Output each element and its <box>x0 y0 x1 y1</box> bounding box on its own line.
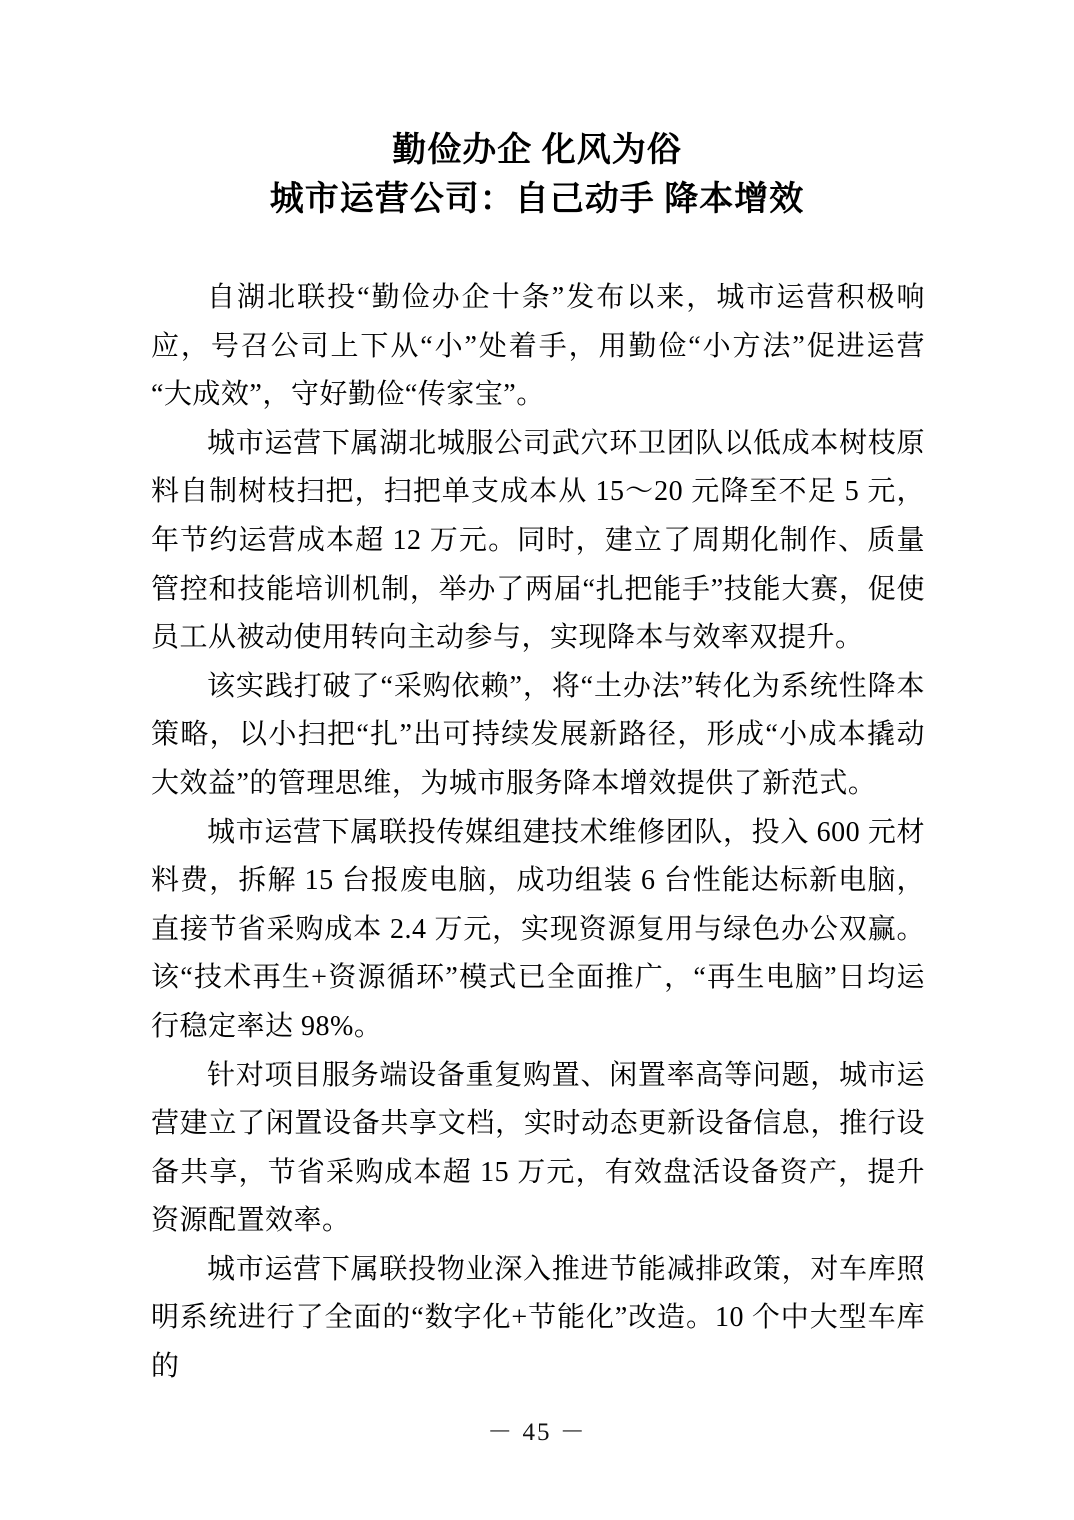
paragraph-6: 城市运营下属联投物业深入推进节能减排政策，对车库照明系统进行了全面的“数字化+节能化”改造。10 个中大型车库的 <box>151 1253 925 1383</box>
page-number: － 45 － <box>487 1419 587 1446</box>
paragraph-3: 该实践打破了“采购依赖”，将“土办法”转化为系统性降本策略，以小扫把“扎”出可持续发展新路径，形成“小成本撬动大效益”的管理思维，为城市服务降本增效提供了新范式。 <box>151 670 925 799</box>
document-title-line-2: 城市运营公司：自己动手 降本增效 <box>269 181 805 218</box>
paragraph-1: 自湖北联投“勤俭办企十条”发布以来，城市运营积极响应，号召公司上下从“小”处着手，用勤俭“小方法”促进运营“大成效”，守好勤俭“传家宝”。 <box>151 282 925 411</box>
paragraph-2: 城市运营下属湖北城服公司武穴环卫团队以低成本树枝原料自制树枝扫把，扫把单支成本从 15～20 元降至不足 5 元，年节约运营成本超 12 万元。同时，建立了周期化制作、质量管控和技能培训机制，举办了两届“扎把能手”技能大赛，促使员工从被动使用转向主动参与，实现降本与效率双提升。 <box>151 427 925 654</box>
paragraph-4: 城市运营下属联投传媒组建技术维修团队，投入 600 元材料费，拆解 15 台报废电脑，成功组装 6 台性能达标新电脑，直接节省采购成本 2.4 万元，实现资源复用与绿色办公双赢。该“技术再生+资源循环”模式已全面推广，“再生电脑”日均运行稳定率达 98%。 <box>151 816 925 1042</box>
document-title <box>0 0 1074 224</box>
document-title-line-1: 勤俭办企 化风为俗 <box>392 132 682 169</box>
document-body <box>151 274 925 1392</box>
paragraph-5: 针对项目服务端设备重复购置、闲置率高等问题，城市运营建立了闲置设备共享文档，实时动态更新设备信息，推行设备共享，节省采购成本超 15 万元，有效盘活设备资产，提升资源配置效率。 <box>151 1059 925 1237</box>
